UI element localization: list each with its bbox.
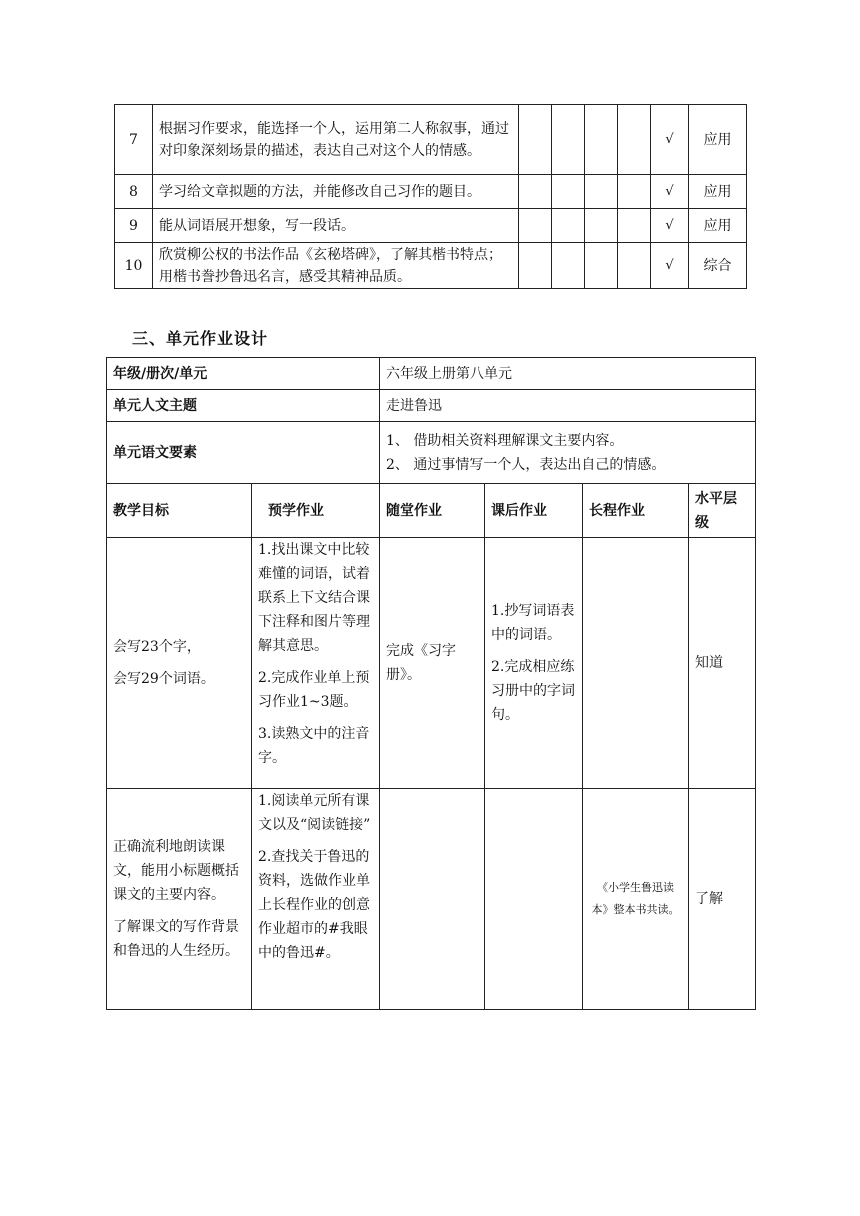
objective-row <box>115 209 747 243</box>
element-item: 1、 借助相关资料理解课文主要内容。 <box>386 432 624 449</box>
cell-paragraph: 会写23个字， <box>113 639 201 655</box>
check-mark: √ <box>651 209 689 243</box>
objective-number: 9 <box>115 209 153 243</box>
cell-paragraph: 正确流利地朗读课文，能用小标题概括课文的主要内容。 <box>113 839 239 903</box>
empty-cell <box>552 105 585 175</box>
cell-goal <box>107 789 252 1010</box>
cell-paragraph: 了解课文的写作背景和鲁迅的人生经历。 <box>113 919 239 959</box>
objective-row <box>115 105 747 175</box>
cell-paragraph: 2.完成作业单上预习作业1~3题。 <box>258 670 370 710</box>
grade-label: 年级/册次/单元 <box>107 358 380 390</box>
empty-cell <box>618 175 651 209</box>
objective-level: 应用 <box>689 209 747 243</box>
cell-level: 知道 <box>689 538 756 789</box>
objectives-table <box>114 104 747 289</box>
cell-after <box>485 538 583 789</box>
homework-row <box>107 789 756 1010</box>
objective-row <box>115 243 747 289</box>
objective-number: 8 <box>115 175 153 209</box>
homework-design-table <box>106 357 756 1010</box>
empty-cell <box>552 209 585 243</box>
objective-level: 综合 <box>689 243 747 289</box>
empty-cell <box>618 243 651 289</box>
objective-row <box>115 175 747 209</box>
header-inclass: 随堂作业 <box>380 484 485 538</box>
objective-text: 欣赏柳公权的书法作品《玄秘塔碑》，了解其楷书特点；用楷书誊抄鲁迅名言，感受其精神品质。 <box>153 243 519 289</box>
section-title: 三、单元作业设计 <box>132 329 269 348</box>
cell-level: 了解 <box>689 789 756 1010</box>
cell-after <box>485 789 583 1010</box>
cell-longterm <box>583 789 689 1010</box>
cell-preview <box>252 789 380 1010</box>
cell-longterm <box>583 538 689 789</box>
header-level: 水平层级 <box>689 484 756 538</box>
objective-text: 学习给文章拟题的方法，并能修改自己习作的题目。 <box>153 175 519 209</box>
cell-paragraph: 1.抄写词语表中的词语。 <box>491 603 575 643</box>
objective-text: 根据习作要求，能选择一个人，运用第二人称叙事，通过对印象深刻场景的描述，表达自己对这个人的情感。 <box>153 105 519 175</box>
header-longterm: 长程作业 <box>583 484 689 538</box>
empty-cell <box>618 209 651 243</box>
cell-goal <box>107 538 252 789</box>
empty-cell <box>585 175 618 209</box>
cell-paragraph: 会写29个词语。 <box>113 671 215 687</box>
empty-cell <box>519 209 552 243</box>
empty-cell <box>585 243 618 289</box>
objective-number: 7 <box>115 105 153 175</box>
empty-cell <box>618 105 651 175</box>
elements-label: 单元语文要素 <box>107 422 380 484</box>
cell-inclass <box>380 538 485 789</box>
cell-inclass <box>380 789 485 1010</box>
empty-cell <box>519 175 552 209</box>
cell-paragraph: 2.完成相应练习册中的字词句。 <box>491 659 576 723</box>
check-mark: √ <box>651 105 689 175</box>
header-after: 课后作业 <box>485 484 583 538</box>
theme-value: 走进鲁迅 <box>380 390 756 422</box>
cell-paragraph: 《小学生鲁迅读本》整本书共读。 <box>591 881 680 916</box>
cell-paragraph: 3.读熟文中的注音字。 <box>258 726 370 766</box>
grade-value: 六年级上册第八单元 <box>380 358 756 390</box>
empty-cell <box>585 209 618 243</box>
header-preview: 预学作业 <box>252 484 380 538</box>
empty-cell <box>519 105 552 175</box>
check-mark: √ <box>651 175 689 209</box>
check-mark: √ <box>651 243 689 289</box>
objective-number: 10 <box>115 243 153 289</box>
empty-cell <box>585 105 618 175</box>
element-item: 2、 通过事情写一个人，表达出自己的情感。 <box>386 456 666 473</box>
cell-paragraph: 1.找出课文中比较难懂的词语，试着联系上下文结合课下注释和图片等理解其意思。 <box>258 542 370 654</box>
cell-paragraph: 完成《习字册》。 <box>386 643 457 683</box>
objective-level: 应用 <box>689 105 747 175</box>
header-goal: 教学目标 <box>107 484 252 538</box>
homework-row <box>107 538 756 789</box>
elements-value <box>380 422 756 484</box>
empty-cell <box>552 243 585 289</box>
cell-paragraph: 1.阅读单元所有课文以及“阅读链接” <box>258 793 371 833</box>
theme-label: 单元人文主题 <box>107 390 380 422</box>
cell-paragraph: 2.查找关于鲁迅的资料，选做作业单上长程作业的创意作业超市的#我眼中的鲁迅#。 <box>258 849 370 961</box>
empty-cell <box>519 243 552 289</box>
objective-level: 应用 <box>689 175 747 209</box>
cell-preview <box>252 538 380 789</box>
objective-text: 能从词语展开想象，写一段话。 <box>153 209 519 243</box>
empty-cell <box>552 175 585 209</box>
